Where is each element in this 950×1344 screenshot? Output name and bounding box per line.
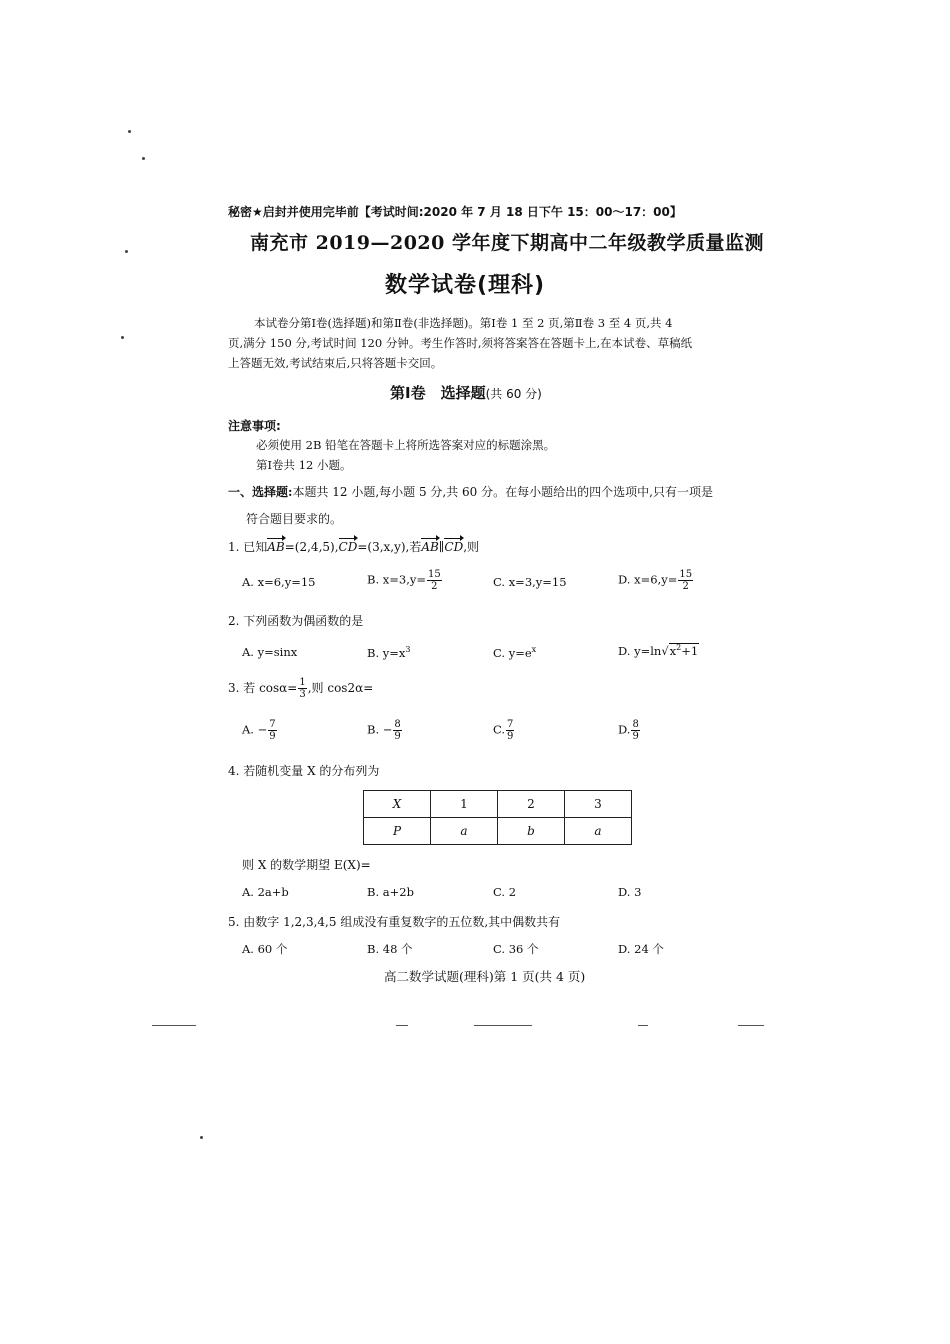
root-tail: +1 (681, 643, 699, 658)
fraction-denominator: 3 (299, 689, 306, 700)
q1-suffix: ,则 (463, 540, 480, 554)
table-cell: a (431, 818, 498, 845)
fraction-numerator: 1 (299, 677, 306, 688)
fraction-denominator: 2 (682, 581, 689, 592)
vector-cd: CD (338, 540, 358, 554)
question-4-followup: 则 X 的数学期望 E(X)= (242, 858, 371, 872)
q4-option-b: B. a+2b (367, 885, 414, 899)
q2-option-a: A. y=sinx (242, 645, 298, 659)
q1-ab-value: =(2,4,5), (284, 540, 339, 554)
vector-ab-2: AB (421, 540, 439, 554)
q1-option-b-text: B. x=3,y= (367, 572, 426, 587)
fraction-numerator: 15 (679, 569, 693, 580)
exam-instructions (228, 313, 748, 373)
fraction-numerator: 8 (394, 719, 401, 730)
q3-prefix: 3. 若 cosα= (228, 681, 298, 695)
scan-artifact-dot (142, 157, 145, 160)
q3-option-c-text: C. (493, 722, 506, 737)
q1-option-a: A. x=6,y=15 (242, 575, 316, 589)
scan-artifact-line (152, 1025, 196, 1026)
question-1-stem (228, 538, 479, 555)
fraction-numerator: 7 (507, 719, 514, 730)
scan-artifact-line (396, 1025, 408, 1026)
question-5-stem: 5. 由数字 1,2,3,4,5 组成没有重复数字的五位数,其中偶数共有 (228, 915, 561, 929)
q5-option-a: A. 60 个 (242, 942, 288, 956)
q2-option-c (493, 645, 536, 660)
q3-option-a-fraction (268, 719, 276, 742)
q1-option-d-fraction (678, 569, 693, 592)
q3-option-b-text: B. − (367, 722, 393, 737)
page-footer: 高二数学试题(理科)第 1 页(共 4 页) (384, 969, 586, 984)
fraction-numerator: 15 (428, 569, 441, 580)
table-row (364, 818, 632, 845)
table-cell: 1 (431, 791, 498, 818)
fraction-denominator: 2 (431, 581, 438, 592)
section-heading (390, 382, 542, 403)
table-cell: P (364, 818, 431, 845)
scan-artifact-dot (128, 130, 131, 133)
q1-option-c: C. x=3,y=15 (493, 575, 567, 589)
question-2-stem: 2. 下列函数为偶函数的是 (228, 614, 364, 628)
scan-artifact-dot (121, 336, 124, 339)
instructions-line-1: 本试卷分第Ⅰ卷(选择题)和第Ⅱ卷(非选择题)。第Ⅰ卷 1 至 2 页,第Ⅱ卷 3 至 4 页,共 4 (254, 316, 673, 330)
question-4-stem: 4. 若随机变量 X 的分布列为 (228, 764, 380, 778)
fraction-denominator: 9 (269, 731, 276, 742)
section-title: 第Ⅰ卷 选择题 (390, 384, 486, 402)
q2-option-d: D. $y=\ln√x^2+1$ (618, 643, 699, 658)
scan-artifact-dot (200, 1136, 203, 1139)
q2-option-c-exponent: x (531, 645, 537, 654)
table-cell: X (364, 791, 431, 818)
q3-option-d (618, 719, 641, 742)
table-cell: 3 (565, 791, 632, 818)
q1-option-b-fraction (427, 569, 442, 592)
q4-option-a: A. 2a+b (242, 885, 289, 899)
q3-option-c-fraction (506, 719, 514, 742)
q3-fraction (298, 677, 306, 700)
q5-option-d: D. 24 个 (618, 942, 664, 956)
q3-option-a-text: A. − (242, 722, 268, 737)
notice-line-2: 第Ⅰ卷共 12 小题。 (256, 458, 352, 472)
instructions-line-3: 上答题无效,考试结束后,只将答题卡交回。 (228, 356, 443, 370)
table-row (364, 791, 632, 818)
fraction-denominator: 9 (632, 731, 639, 742)
part-one-heading (228, 483, 713, 500)
q2-option-b-exponent: 3 (405, 645, 411, 654)
part-one-label: 一、选择题: (228, 485, 293, 499)
fraction-numerator: 7 (269, 719, 276, 730)
vector-cd-2: CD (444, 540, 464, 554)
confidential-header: 秘密★启封并使用完毕前【考试时间:2020 年 7 月 18 日下午 15：00～17：00】 (228, 205, 682, 219)
scan-artifact-dot (125, 250, 128, 253)
vector-ab: AB (267, 540, 285, 554)
q3-suffix: ,则 cos2α= (307, 681, 374, 695)
distribution-table (363, 790, 632, 845)
q2-option-b (367, 645, 410, 660)
q5-option-c: C. 36 个 (493, 942, 539, 956)
q2-option-c-text: C. y=e (493, 645, 532, 660)
scan-artifact-line (474, 1025, 532, 1026)
fraction-numerator: 8 (632, 719, 639, 730)
q3-option-b (367, 719, 403, 742)
q3-option-d-fraction (631, 719, 639, 742)
table-cell: b (498, 818, 565, 845)
q3-option-c (493, 719, 515, 742)
root-exponent: 2 (676, 643, 682, 652)
q2-option-b-text: B. y=x (367, 645, 406, 660)
square-root (669, 643, 700, 658)
notice-line-1: 必须使用 2B 铅笔在答题卡上将所选答案对应的标题涂黑。 (256, 438, 556, 452)
scan-artifact-line (638, 1025, 648, 1026)
q4-option-d: D. 3 (618, 885, 642, 899)
q1-option-d (618, 569, 694, 592)
scan-artifact-line (738, 1025, 764, 1026)
fraction-denominator: 9 (394, 731, 401, 742)
q5-option-b: B. 48 个 (367, 942, 413, 956)
q3-option-a (242, 719, 278, 742)
q1-option-b (367, 569, 443, 592)
q2-option-d-text: D. y=ln (618, 643, 662, 658)
part-one-text-2: 符合题目要求的。 (246, 512, 343, 526)
exam-title: 南充市 2019—2020 学年度下期高中二年级教学质量监测 (250, 232, 764, 254)
q1-prefix: 1. 已知 (228, 540, 268, 554)
table-cell: 2 (498, 791, 565, 818)
fraction-denominator: 9 (507, 731, 514, 742)
parallel-symbol: ∥ (438, 540, 445, 554)
q4-option-c: C. 2 (493, 885, 517, 899)
part-one-text: 本题共 12 小题,每小题 5 分,共 60 分。在每小题给出的四个选项中,只有一项是 (292, 485, 713, 499)
q1-option-d-text: D. x=6,y= (618, 572, 678, 587)
question-3-stem (228, 677, 373, 700)
q3-option-d-text: D. (618, 722, 631, 737)
exam-subtitle: 数学试卷(理科) (385, 273, 546, 298)
section-score: (共 60 分) (485, 387, 542, 401)
table-cell: a (565, 818, 632, 845)
notice-heading: 注意事项: (228, 419, 281, 433)
q3-option-b-fraction (393, 719, 401, 742)
q1-cd-value: =(3,x,y),若 (357, 540, 422, 554)
root-variable: x (669, 643, 677, 658)
instructions-line-2: 页,满分 150 分,考试时间 120 分钟。考生作答时,须将答案答在答题卡上,在本试卷、草稿纸 (228, 336, 693, 350)
